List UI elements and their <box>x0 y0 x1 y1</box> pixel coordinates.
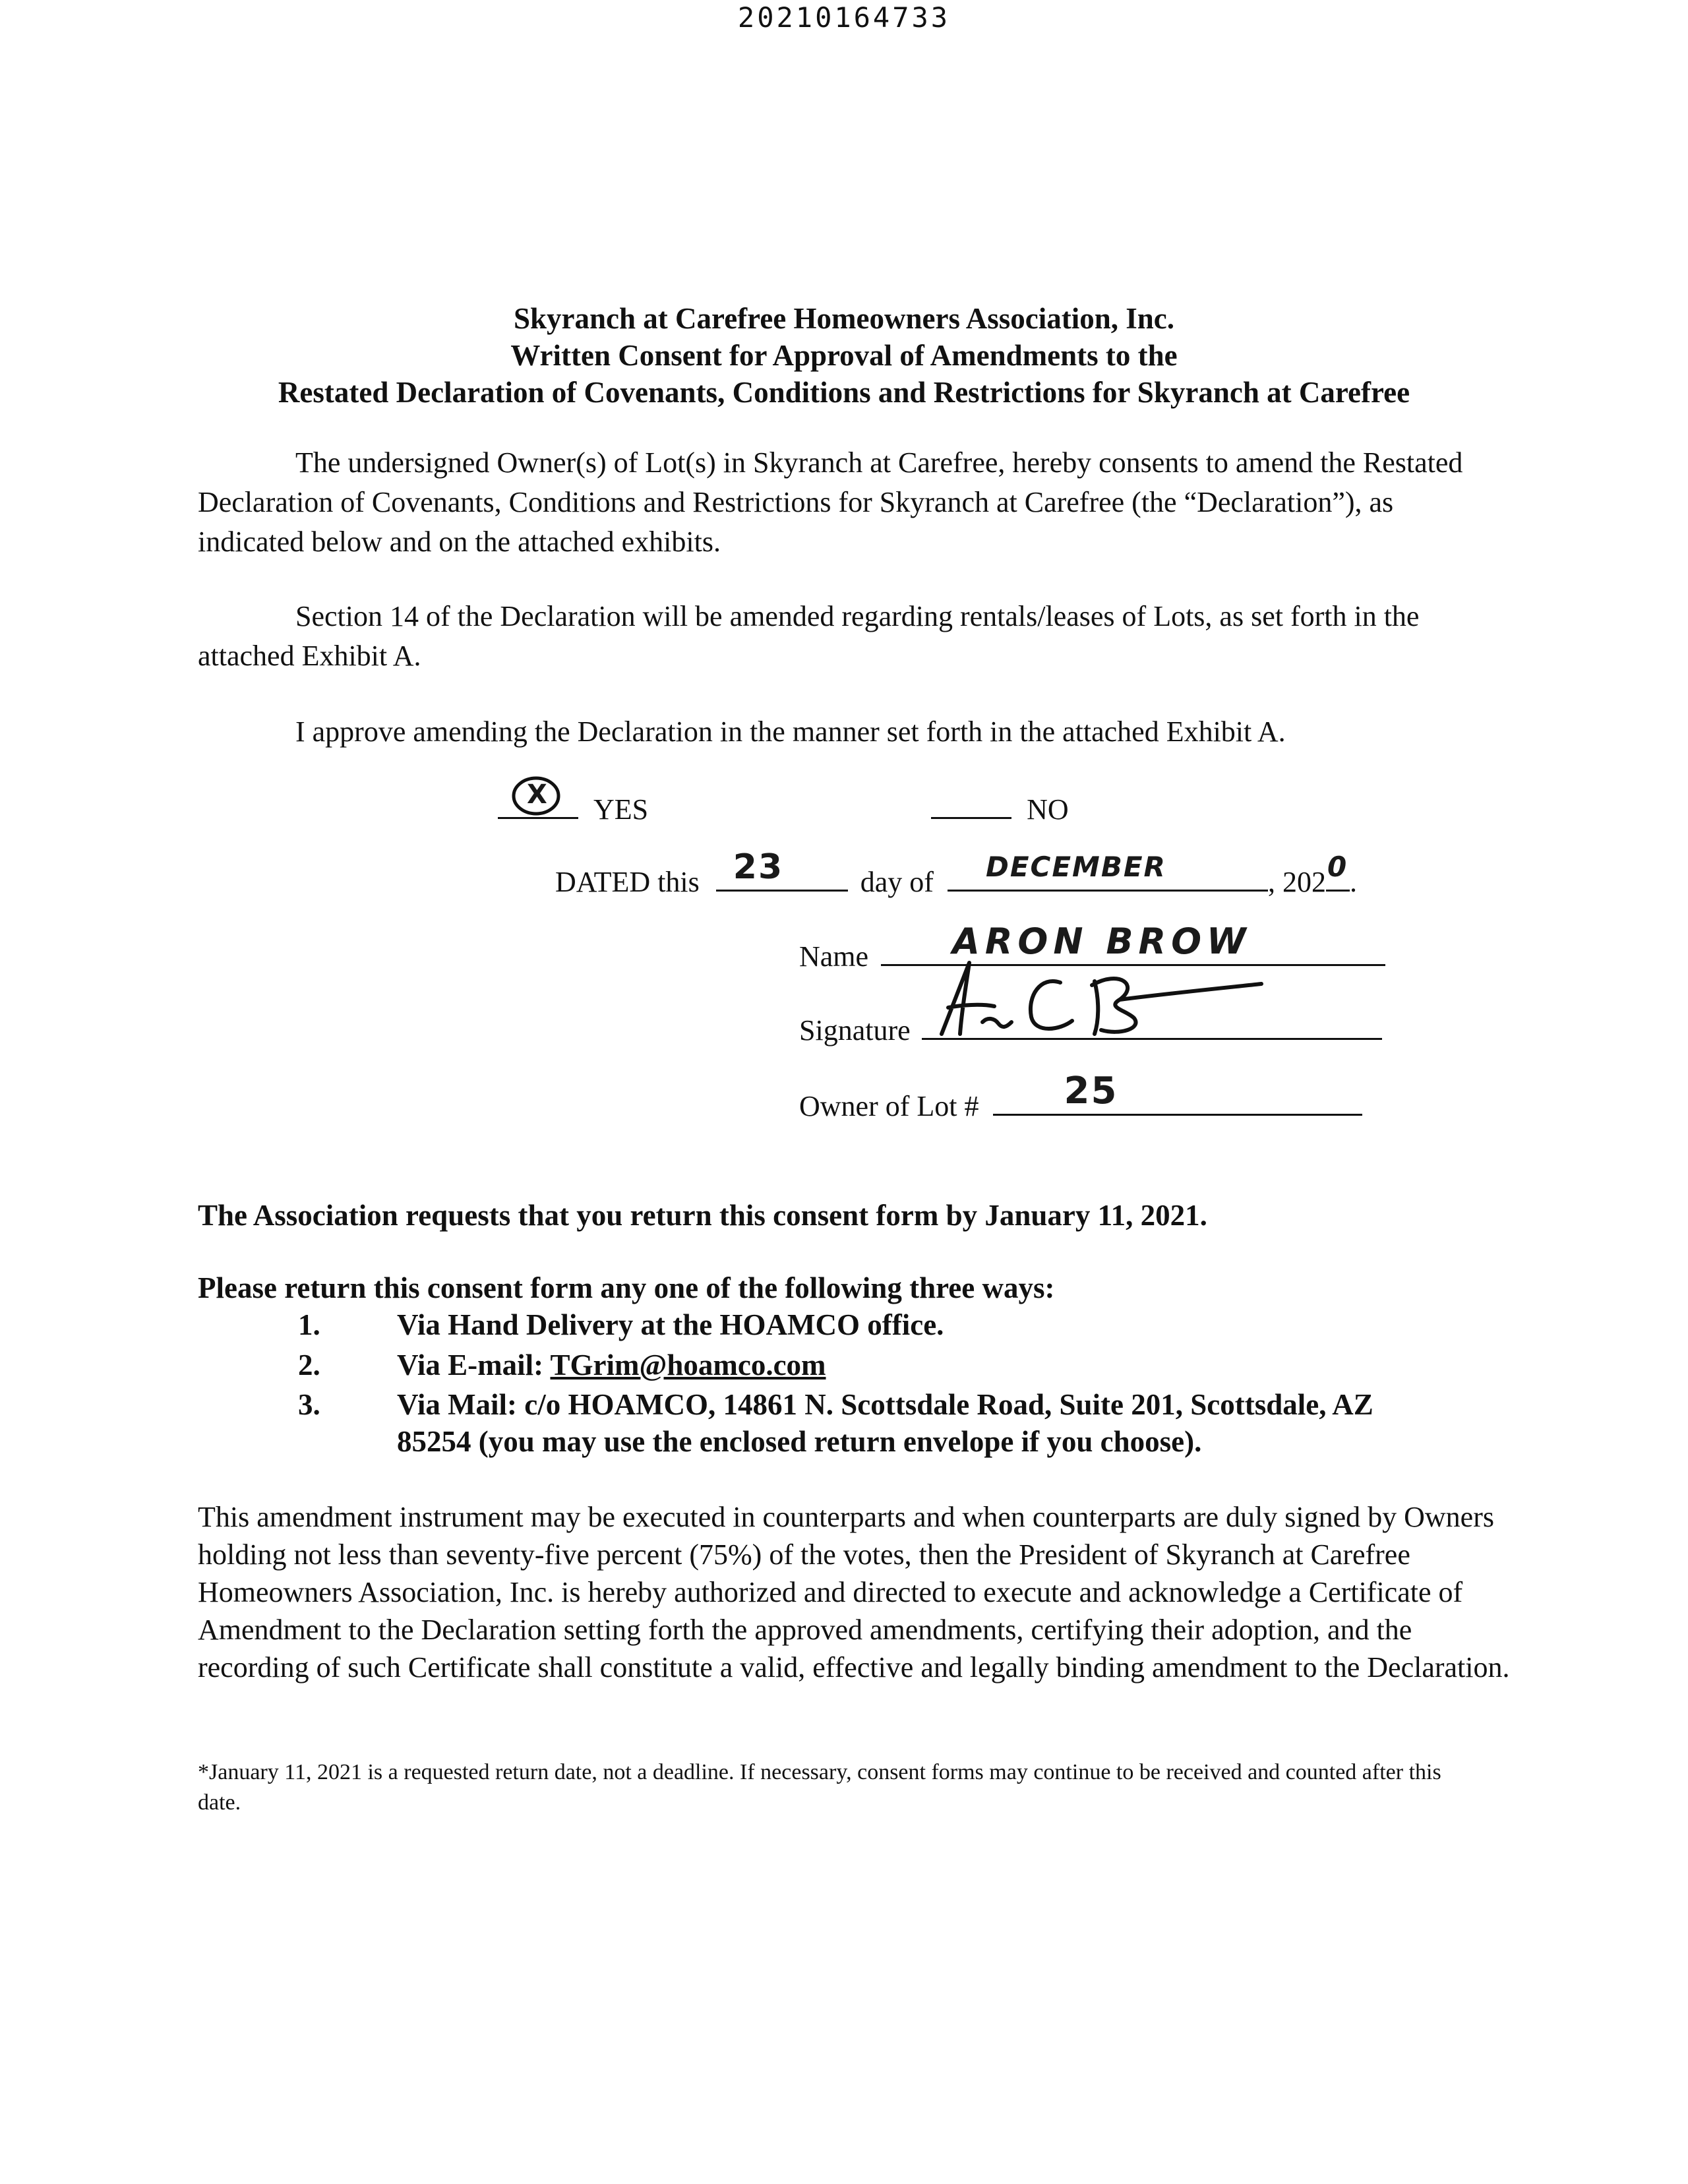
lot-value: 25 <box>1064 1070 1118 1112</box>
vote-row <box>498 779 1091 828</box>
intro-paragraph: The undersigned Owner(s) of Lot(s) in Skyranch at Carefree, hereby consents to amend the Restated Declaration of Covenants, Conditions and Restrictions for Skyranch at Carefree (the “Declaration”), as indicated below and on the attached exhibits. <box>198 446 1463 558</box>
list-item-number: 2. <box>298 1349 320 1381</box>
dated-row <box>555 847 1478 900</box>
list-item-text: Via Mail: c/o HOAMCO, 14861 N. Scottsdale Road, Suite 201, Scottsdale, AZ <box>397 1388 1373 1421</box>
return-request: The Association requests that you return this consent form by January 11, 2021. <box>198 1199 1207 1232</box>
approve-statement: I approve amending the Declaration in the manner set forth in the attached Exhibit A. <box>295 715 1286 748</box>
list-item <box>0 1347 1688 1383</box>
email-link[interactable]: TGrim@hoamco.com <box>550 1349 826 1381</box>
amendment-paragraph: This amendment instrument may be executed in counterparts and when counterparts are duly signed by Owners holding not less than seventy-five percent (75%) of the votes, then the President of Skyranch at Carefree Homeowners Association, Inc. is hereby authorized and directed to execute and acknowledge a Certificate of Amendment to the Declaration setting forth the approved amendments, certifying their adoption, and the recording of such Certificate shall constitute a valid, effective and legally binding amendment to the Declaration. <box>198 1501 1510 1684</box>
day-of-label: day of <box>860 866 934 898</box>
handwritten-signature-icon <box>922 956 1265 1042</box>
name-value: ARON BROW <box>952 921 1251 962</box>
name-label: Name <box>799 940 869 973</box>
list-item-number: 1. <box>298 1308 320 1341</box>
list-item-text <box>397 1347 1490 1383</box>
title-consent: Written Consent for Approval of Amendments to the <box>510 339 1178 372</box>
list-item <box>0 1386 1688 1460</box>
title-declaration: Restated Declaration of Covenants, Conditions and Restrictions for Skyranch at Carefree <box>278 376 1410 409</box>
year-field[interactable] <box>1326 851 1350 892</box>
list-item-number: 3. <box>298 1388 320 1421</box>
dated-prefix: DATED this <box>555 866 700 898</box>
lot-row <box>799 1070 1590 1124</box>
signature-row <box>799 1009 1590 1048</box>
document-number: 20210164733 <box>737 1 951 34</box>
title-association: Skyranch at Carefree Homeowners Association, Inc. <box>514 302 1174 335</box>
lot-label: Owner of Lot # <box>799 1090 979 1122</box>
yes-mark: X <box>527 779 549 810</box>
signature-field[interactable] <box>922 1009 1382 1040</box>
month-field[interactable] <box>948 851 1268 892</box>
year-prefix: , 202 <box>1267 866 1326 898</box>
no-label: NO <box>1027 793 1069 826</box>
yes-checkbox[interactable] <box>498 779 578 819</box>
signature-label: Signature <box>799 1014 911 1046</box>
month-value: DECEMBER <box>985 851 1166 883</box>
list-item-text: Via Hand Delivery at the HOAMCO office. <box>397 1308 944 1341</box>
list-item <box>0 1306 1688 1343</box>
year-value: 0 <box>1327 851 1348 883</box>
email-prefix: Via E-mail: <box>397 1349 551 1381</box>
day-field[interactable] <box>716 847 848 892</box>
footnote: *January 11, 2021 is a requested return date, not a deadline. If necessary, consent forms may continue to be received and counted after this date. <box>198 1760 1441 1815</box>
day-value: 23 <box>733 847 784 887</box>
dated-end: . <box>1349 866 1357 898</box>
yes-label: YES <box>593 793 649 826</box>
no-checkbox[interactable] <box>931 788 1011 819</box>
list-item-text-continued: 85254 (you may use the enclosed return envelope if you choose). <box>397 1425 1202 1458</box>
section-paragraph: Section 14 of the Declaration will be amended regarding rentals/leases of Lots, as set forth in the attached Exhibit A. <box>198 600 1420 672</box>
return-methods-intro: Please return this consent form any one of the following three ways: <box>198 1271 1055 1304</box>
lot-field[interactable] <box>993 1070 1362 1116</box>
